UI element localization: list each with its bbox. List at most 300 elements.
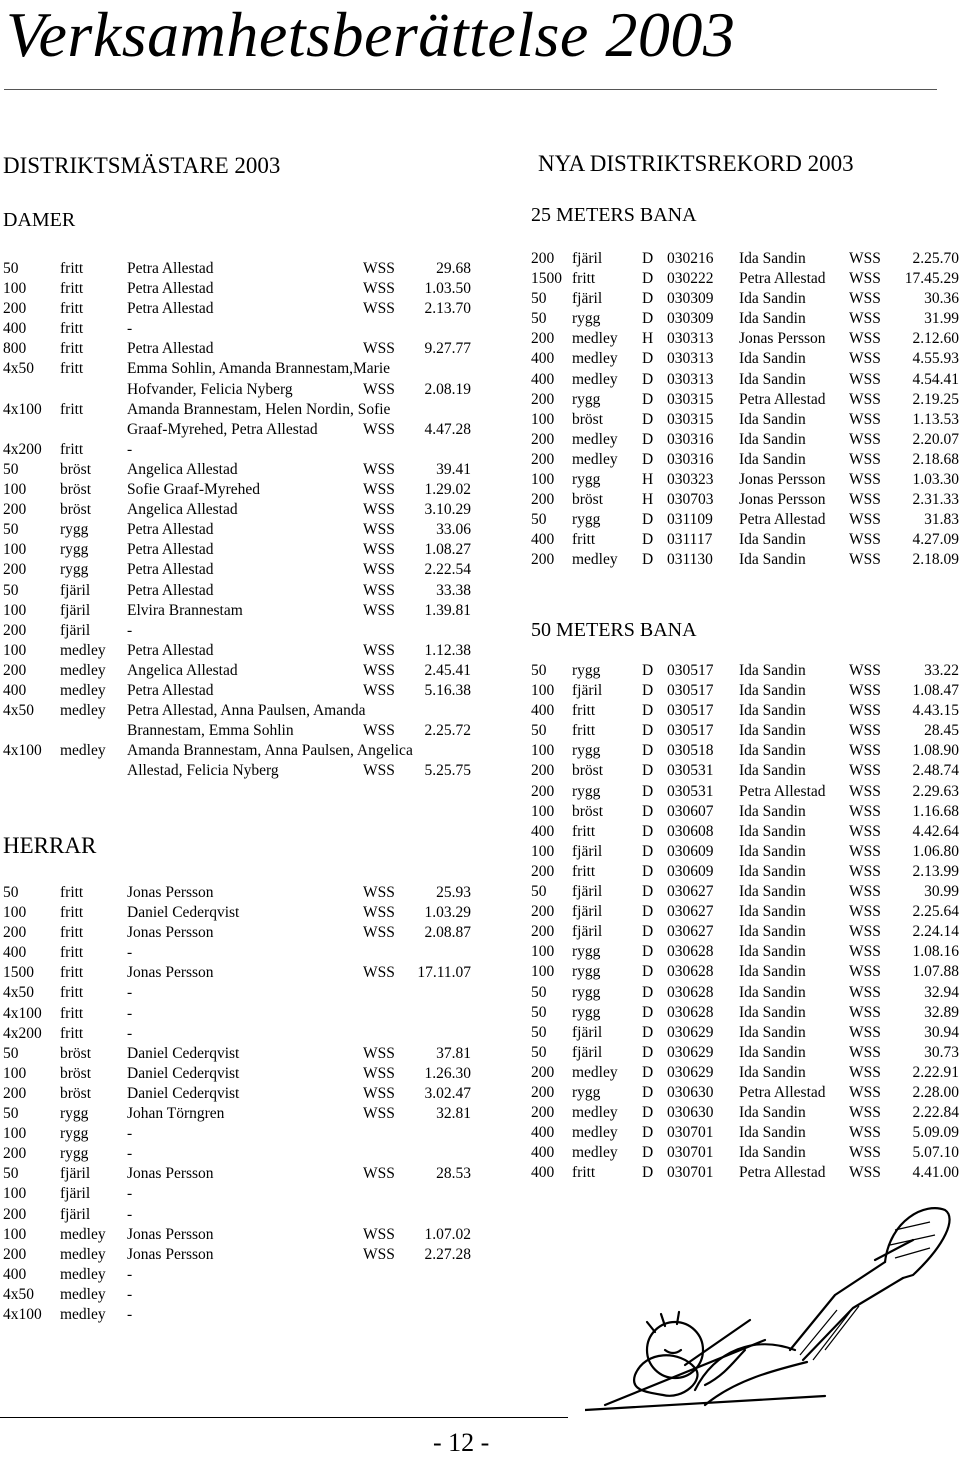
time: 2.18.09 [912, 551, 959, 569]
record-row [531, 289, 959, 309]
club: WSS [363, 460, 395, 478]
stroke: fritt [60, 904, 84, 922]
distance: 4x100 [3, 1004, 42, 1022]
result-row [3, 1084, 471, 1104]
swimmer-name: Ida Sandin [739, 531, 806, 549]
stroke: medley [572, 1144, 618, 1162]
club: WSS [849, 862, 881, 880]
date: 030315 [667, 410, 714, 428]
stroke: fritt [572, 702, 596, 720]
swimmer-name: Ida Sandin [739, 983, 806, 1001]
club: WSS [363, 541, 395, 559]
stroke: fjäril [572, 290, 603, 308]
date: 030630 [667, 1083, 714, 1101]
time: 2.31.33 [912, 491, 959, 509]
stroke: medley [572, 450, 618, 468]
club: WSS [849, 923, 881, 941]
distance: 50 [531, 662, 547, 679]
club: WSS [363, 420, 395, 438]
club: WSS [849, 531, 881, 549]
stroke: bröst [60, 1064, 91, 1082]
stroke: fjäril [572, 903, 603, 921]
sex: D [642, 762, 654, 780]
stroke: fritt [60, 924, 84, 942]
distance: 200 [531, 1083, 555, 1101]
record-row [531, 1163, 959, 1183]
distance: 100 [531, 842, 555, 860]
result-row [3, 721, 471, 741]
stroke: rygg [572, 983, 601, 1001]
time: 2.18.68 [912, 450, 959, 468]
swimmer-name: Allestad, Felicia Nyberg [127, 762, 279, 780]
time: 37.81 [436, 1044, 471, 1062]
bana50-records [531, 661, 959, 1183]
date: 030518 [667, 742, 714, 760]
stroke: bröst [60, 501, 91, 519]
record-row [531, 329, 959, 349]
club: WSS [849, 370, 881, 388]
distance: 50 [3, 1105, 19, 1123]
distance: 200 [3, 661, 27, 679]
date: 030313 [667, 370, 714, 388]
club: WSS [849, 471, 881, 489]
stroke: fritt [572, 1164, 596, 1182]
distance: 50 [3, 581, 19, 599]
date: 031117 [667, 531, 713, 549]
sex: H [642, 330, 654, 348]
time: 3.02.47 [424, 1084, 471, 1102]
distance: 400 [531, 1164, 555, 1182]
swimmer-name: Ida Sandin [739, 822, 806, 840]
distance: 100 [531, 943, 555, 961]
date: 030628 [667, 983, 714, 1001]
time: 4.47.28 [424, 420, 471, 438]
date: 030309 [667, 310, 714, 328]
swimmer-name: Ida Sandin [739, 923, 806, 941]
distance: 4x100 [3, 1305, 42, 1323]
stroke: fritt [60, 280, 84, 298]
distance: 100 [3, 280, 27, 298]
time: 2.08.19 [424, 380, 471, 398]
time: 2.22.84 [912, 1104, 959, 1122]
stroke: medley [572, 370, 618, 388]
record-row [531, 1143, 959, 1163]
time: 2.29.63 [912, 782, 959, 800]
distance: 100 [531, 682, 555, 700]
distance: 50 [531, 1043, 547, 1061]
swimmer-name: - [127, 1285, 133, 1303]
sex: D [642, 742, 654, 760]
result-row [3, 440, 471, 460]
time: 1.13.53 [912, 410, 959, 428]
sex: D [642, 722, 654, 740]
time: 1.07.88 [912, 963, 959, 981]
time: 30.94 [924, 1023, 959, 1041]
time: 33.22 [924, 662, 959, 679]
distance: 200 [3, 621, 27, 639]
swimmer-name: - [127, 440, 133, 458]
club: WSS [363, 1084, 395, 1102]
record-row [531, 862, 959, 882]
result-row [3, 1184, 471, 1204]
date: 030517 [667, 662, 714, 679]
result-row [3, 883, 471, 903]
sex: D [642, 430, 654, 448]
club: WSS [849, 903, 881, 921]
time: 1.29.02 [424, 481, 471, 499]
distance: 400 [531, 370, 555, 388]
stroke: rygg [572, 662, 601, 679]
time: 32.81 [436, 1105, 471, 1123]
swimmer-name: Petra Allestad [127, 541, 214, 559]
stroke: fritt [60, 340, 84, 358]
stroke: fjäril [572, 250, 603, 267]
distance: 400 [531, 531, 555, 549]
distance: 50 [531, 1003, 547, 1021]
swimmer-name: Ida Sandin [739, 370, 806, 388]
time: 39.41 [436, 460, 471, 478]
time: 33.06 [436, 521, 471, 539]
record-row [531, 681, 959, 701]
stroke: medley [60, 1285, 106, 1303]
result-row [3, 1044, 471, 1064]
date: 030629 [667, 1063, 714, 1081]
swimmer-name: Petra Allestad [127, 681, 214, 699]
distance: 100 [531, 742, 555, 760]
swimmer-name: Jonas Persson [127, 964, 214, 982]
club: WSS [849, 842, 881, 860]
time: 1.06.80 [912, 842, 959, 860]
sex: D [642, 883, 654, 901]
swimmer-name: Elvira Brannestam [127, 601, 243, 619]
distance: 100 [3, 541, 27, 559]
date: 030517 [667, 682, 714, 700]
time: 2.25.70 [912, 250, 959, 267]
date: 030627 [667, 903, 714, 921]
stroke: rygg [60, 1105, 89, 1123]
stroke: rygg [572, 1003, 601, 1021]
swimmer-name: Petra Allestad, Anna Paulsen, Amanda [127, 702, 366, 720]
club: WSS [849, 1124, 881, 1142]
result-row [3, 480, 471, 500]
stroke: rygg [572, 1083, 601, 1101]
result-row [3, 1124, 471, 1144]
date: 030517 [667, 722, 714, 740]
record-row [531, 1003, 959, 1023]
distance: 50 [3, 884, 19, 901]
sex: D [642, 963, 654, 981]
record-row [531, 450, 959, 470]
swimmer-name: Angelica Allestad [127, 460, 238, 478]
stroke: fjäril [60, 1165, 91, 1183]
distance: 200 [3, 924, 27, 942]
club: WSS [363, 340, 395, 358]
record-row [531, 741, 959, 761]
time: 25.93 [436, 884, 471, 901]
stroke: medley [60, 742, 106, 760]
time: 1.12.38 [424, 641, 471, 659]
swimmer-name: Daniel Cederqvist [127, 1064, 240, 1082]
sex: H [642, 491, 654, 509]
swimmer-name: Jonas Persson [739, 491, 826, 509]
stroke: fritt [60, 260, 84, 277]
result-row [3, 1064, 471, 1084]
stroke: medley [572, 551, 618, 569]
result-row [3, 641, 471, 661]
time: 30.36 [924, 290, 959, 308]
stroke: fjäril [60, 621, 91, 639]
time: 4.41.00 [912, 1164, 959, 1182]
stroke: fritt [572, 270, 596, 288]
swimmer-name: Ida Sandin [739, 903, 806, 921]
date: 030517 [667, 702, 714, 720]
sex: D [642, 782, 654, 800]
time: 1.08.90 [912, 742, 959, 760]
time: 4.54.41 [912, 370, 959, 388]
swimmer-name: Petra Allestad [127, 561, 214, 579]
distance: 100 [531, 963, 555, 981]
swimmer-name: - [127, 1205, 133, 1223]
swimmer-name: Jonas Persson [739, 471, 826, 489]
stroke: fjäril [572, 682, 603, 700]
club: WSS [849, 430, 881, 448]
club: WSS [363, 924, 395, 942]
stroke: bröst [60, 460, 91, 478]
distance: 100 [531, 410, 555, 428]
damer-results [3, 259, 471, 781]
date: 030608 [667, 822, 714, 840]
distance: 4x50 [3, 984, 34, 1002]
time: 29.68 [436, 260, 471, 277]
sex: D [642, 822, 654, 840]
swimmer-name: Petra Allestad [739, 270, 826, 288]
time: 2.08.87 [424, 924, 471, 942]
distance: 200 [3, 501, 27, 519]
dm-heading: DISTRIKTSMÄSTARE 2003 [3, 153, 281, 178]
swimmer-name: Ida Sandin [739, 742, 806, 760]
stroke: rygg [60, 521, 89, 539]
stroke: bröst [572, 802, 603, 820]
distance: 50 [3, 460, 19, 478]
sex: D [642, 350, 654, 368]
swimmer-name: - [127, 320, 133, 338]
result-row [3, 1285, 471, 1305]
distance: 200 [531, 450, 555, 468]
club: WSS [849, 1003, 881, 1021]
result-row [3, 1305, 471, 1325]
time: 4.55.93 [912, 350, 959, 368]
distance: 200 [531, 491, 555, 509]
time: 2.22.91 [912, 1063, 959, 1081]
swimmer-name: Ida Sandin [739, 963, 806, 981]
club: WSS [363, 1225, 395, 1243]
result-row [3, 560, 471, 580]
stroke: bröst [572, 491, 603, 509]
club: WSS [849, 270, 881, 288]
distance: 4x50 [3, 1285, 34, 1303]
damer-heading: DAMER [3, 209, 76, 231]
sex: D [642, 1063, 654, 1081]
result-row [3, 1225, 471, 1245]
club: WSS [849, 330, 881, 348]
distance: 800 [3, 340, 27, 358]
violinist-sketch-illustration [585, 1200, 955, 1415]
club: WSS [363, 661, 395, 679]
swimmer-name: Graaf-Myrehed, Petra Allestad [127, 420, 318, 438]
herrar-results [3, 883, 471, 1325]
distance: 200 [531, 782, 555, 800]
herrar-heading: HERRAR [3, 833, 97, 858]
sex: D [642, 1043, 654, 1061]
swimmer-name: Ida Sandin [739, 1144, 806, 1162]
stroke: fritt [60, 984, 84, 1002]
distance: 200 [531, 430, 555, 448]
club: WSS [363, 1044, 395, 1062]
swimmer-name: - [127, 621, 133, 639]
swimmer-name: Daniel Cederqvist [127, 904, 240, 922]
result-row [3, 359, 471, 379]
date: 031130 [667, 551, 713, 569]
time: 1.26.30 [424, 1064, 471, 1082]
date: 030313 [667, 350, 714, 368]
stroke: medley [572, 430, 618, 448]
date: 030531 [667, 762, 714, 780]
club: WSS [849, 390, 881, 408]
stroke: fritt [572, 531, 596, 549]
date: 030629 [667, 1043, 714, 1061]
result-row [3, 923, 471, 943]
club: WSS [849, 1043, 881, 1061]
result-row [3, 983, 471, 1003]
club: WSS [363, 521, 395, 539]
swimmer-name: Ida Sandin [739, 1043, 806, 1061]
record-row [531, 1083, 959, 1103]
distance: 200 [3, 300, 27, 318]
time: 4.43.15 [912, 702, 959, 720]
distance: 4x100 [3, 742, 42, 760]
distance: 400 [3, 944, 27, 962]
club: WSS [363, 722, 395, 740]
result-row [3, 1265, 471, 1285]
swimmer-name: Johan Törngren [127, 1105, 225, 1123]
swimmer-name: Ida Sandin [739, 1104, 806, 1122]
sex: D [642, 802, 654, 820]
record-row [531, 410, 959, 430]
time: 1.39.81 [424, 601, 471, 619]
result-row [3, 319, 471, 339]
swimmer-name: Ida Sandin [739, 842, 806, 860]
record-row [531, 842, 959, 862]
time: 2.22.54 [424, 561, 471, 579]
date: 030313 [667, 330, 714, 348]
distance: 100 [3, 1185, 27, 1203]
stroke: medley [60, 1305, 106, 1323]
club: WSS [849, 1083, 881, 1101]
distance: 50 [3, 1165, 19, 1183]
record-row [531, 390, 959, 410]
record-row [531, 249, 959, 269]
stroke: rygg [60, 561, 89, 579]
time: 31.99 [924, 310, 959, 328]
stroke: fjäril [572, 842, 603, 860]
sex: D [642, 943, 654, 961]
record-row [531, 822, 959, 842]
swimmer-name: Ida Sandin [739, 290, 806, 308]
swimmer-name: Ida Sandin [739, 943, 806, 961]
result-row [3, 681, 471, 701]
distance: 200 [531, 1063, 555, 1081]
swimmer-name: Ida Sandin [739, 410, 806, 428]
record-row [531, 309, 959, 329]
club: WSS [849, 662, 881, 679]
result-row [3, 279, 471, 299]
stroke: fritt [60, 1004, 84, 1022]
distance: 200 [3, 1145, 27, 1163]
swimmer-name: Ida Sandin [739, 802, 806, 820]
distance: 200 [3, 561, 27, 579]
swimmer-name: Hofvander, Felicia Nyberg [127, 380, 293, 398]
club: WSS [363, 904, 395, 922]
stroke: rygg [572, 511, 601, 529]
swimmer-name: - [127, 1125, 133, 1143]
sex: D [642, 450, 654, 468]
time: 2.20.07 [912, 430, 959, 448]
time: 5.16.38 [424, 681, 471, 699]
record-row [531, 721, 959, 741]
swimmer-name: Angelica Allestad [127, 661, 238, 679]
distance: 1500 [3, 964, 34, 982]
stroke: fjäril [60, 1205, 91, 1223]
time: 5.07.10 [912, 1144, 959, 1162]
document-title: Verksamhetsberättelse 2003 [6, 0, 736, 70]
swimmer-name: Jonas Persson [127, 1165, 214, 1183]
record-row [531, 802, 959, 822]
bana50-heading: 50 METERS BANA [531, 619, 697, 641]
distance: 200 [531, 1104, 555, 1122]
date: 030607 [667, 802, 714, 820]
sex: D [642, 390, 654, 408]
club: WSS [363, 884, 395, 901]
result-row [3, 460, 471, 480]
stroke: fritt [572, 862, 596, 880]
swimmer-name: Ida Sandin [739, 350, 806, 368]
result-row [3, 540, 471, 560]
distance: 400 [531, 350, 555, 368]
stroke: fjäril [572, 1023, 603, 1041]
distance: 100 [3, 1064, 27, 1082]
distance: 4x100 [3, 400, 42, 418]
stroke: medley [60, 661, 106, 679]
stroke: bröst [60, 1084, 91, 1102]
distance: 4x200 [3, 440, 42, 458]
distance: 4x200 [3, 1024, 42, 1042]
distance: 50 [531, 290, 547, 308]
result-row [3, 420, 471, 440]
time: 2.25.64 [912, 903, 959, 921]
club: WSS [363, 380, 395, 398]
sex: D [642, 682, 654, 700]
record-row [531, 1063, 959, 1083]
result-row [3, 1024, 471, 1044]
stroke: fritt [60, 1024, 84, 1042]
stroke: medley [572, 350, 618, 368]
date: 030315 [667, 390, 714, 408]
stroke: fjäril [60, 601, 91, 619]
result-row [3, 601, 471, 621]
club: WSS [363, 1064, 395, 1082]
club: WSS [849, 1023, 881, 1041]
time: 1.03.50 [424, 280, 471, 298]
